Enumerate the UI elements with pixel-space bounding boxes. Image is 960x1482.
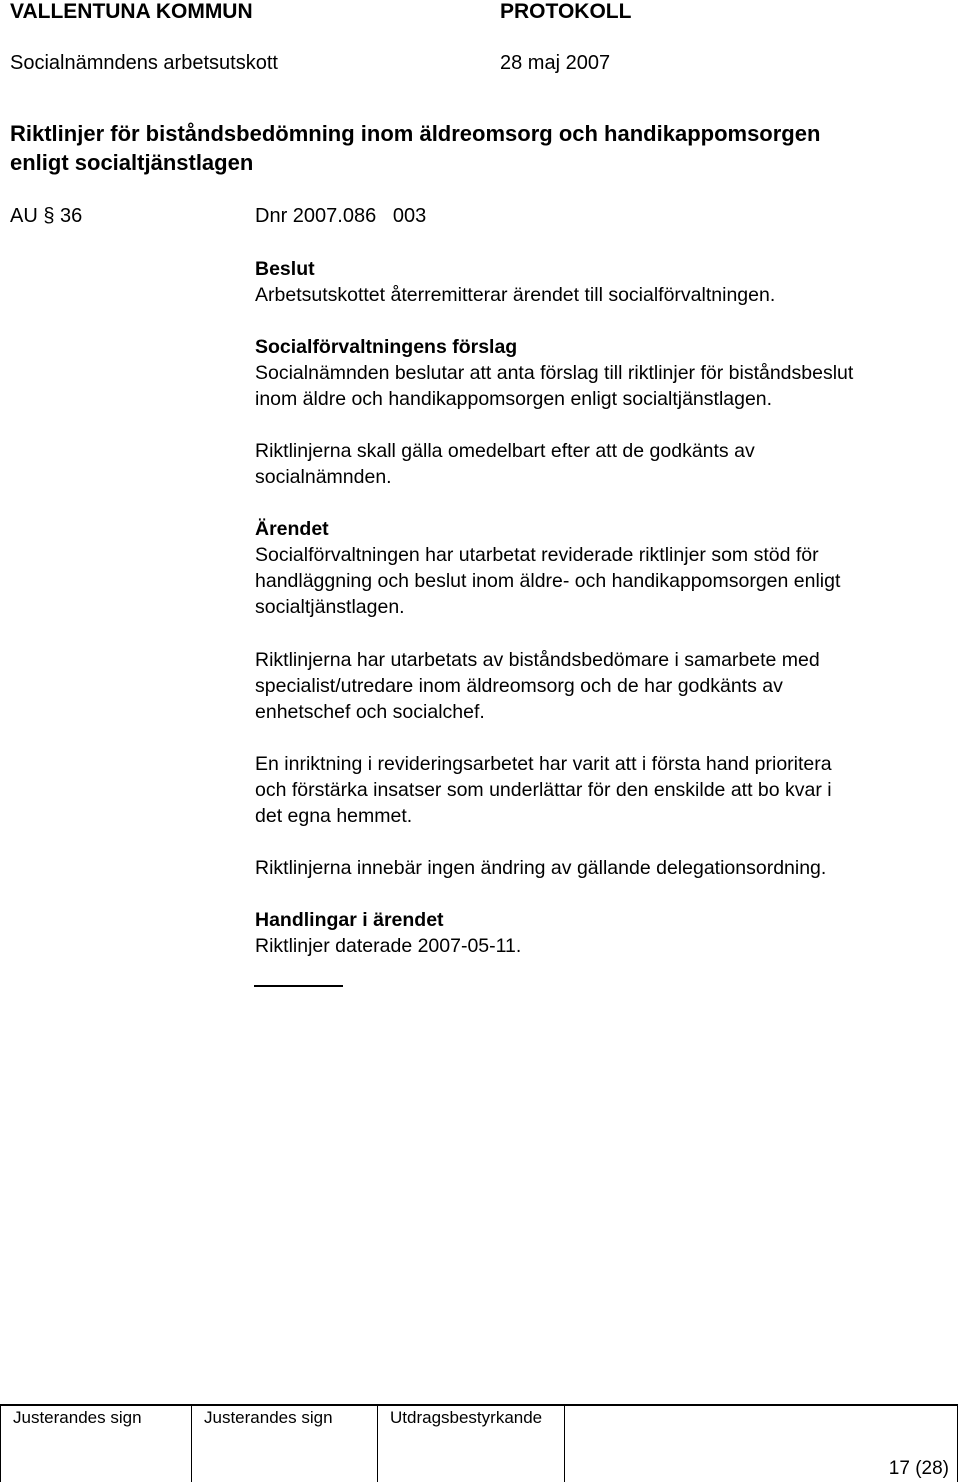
page-number-box [564,1406,958,1482]
arendet-p2-line: enhetschef och socialchef. [255,701,485,723]
beslut-section [255,256,945,308]
forslag-p1-line: Socialnämnden beslutar att anta förslag till riktlinjer för biståndsbeslut [255,362,854,384]
arendet-p3-line: det egna hemmet. [255,805,413,827]
beslut-text: Arbetsutskottet återremitterar ärendet till socialförvaltningen. [255,284,776,306]
handlingar-heading: Handlingar i ärendet [255,909,444,931]
arendet-p3-line: En inriktning i revideringsarbetet har varit att i första hand prioritera [255,753,832,775]
paragraph-sign: § [43,205,55,227]
committee-name: Socialnämndens arbetsutskott [10,52,278,74]
signature-box [0,1406,191,1482]
arendet-p4-line: Riktlinjerna innebär ingen ändring av gällande delegationsordning. [255,857,827,879]
arendet-p2-line: specialist/utredare inom äldreomsorg och de har godkänts av [255,675,783,697]
signature-footer [0,1404,958,1482]
case-reference [10,203,82,229]
signature-box [377,1406,564,1482]
signature-label: Justerandes sign [204,1408,333,1427]
handlingar-text: Riktlinjer daterade 2007-05-11. [255,935,522,957]
forslag-section [255,334,945,412]
document-title-line-1: Riktlinjer för biståndsbedömning inom äldreomsorg och handikappomsorgen [10,121,821,146]
meeting-date: 28 maj 2007 [500,52,611,74]
page-number: 17 (28) [888,1458,949,1479]
arendet-heading: Ärendet [255,518,329,540]
arendet-p1-line: socialtjänstlagen. [255,596,405,618]
section-label: AU [10,205,38,227]
diary-number: Dnr 2007.086 003 [255,205,427,227]
section-number: 36 [60,205,83,227]
signature-box [191,1406,377,1482]
arendet-p1-line: Socialförvaltningen har utarbetat reviderade riktlinjer som stöd för [255,544,819,566]
arendet-paragraph-4 [255,855,945,881]
arendet-paragraph-2 [255,647,945,725]
forslag-p1-line: inom äldre och handikappomsorgen enligt socialtjänstlagen. [255,388,773,410]
signature-label: Utdragsbestyrkande [390,1408,543,1427]
forslag-heading: Socialförvaltningens förslag [255,336,518,358]
forslag-paragraph-2 [255,438,945,490]
end-rule [254,985,343,987]
forslag-p2-line: Riktlinjerna skall gälla omedelbart efter att de godkänts av [255,440,755,462]
document-type: PROTOKOLL [500,0,632,23]
arendet-p1-line: handläggning och beslut inom äldre- och handikappomsorgen enligt [255,570,841,592]
signature-label: Justerandes sign [13,1408,142,1427]
municipality-name: VALLENTUNA KOMMUN [10,0,253,23]
arendet-paragraph-3 [255,751,945,829]
arendet-p2-line: Riktlinjerna har utarbetats av biståndsbedömare i samarbete med [255,649,820,671]
arendet-section [255,516,945,620]
handlingar-section [255,907,945,959]
forslag-p2-line: socialnämnden. [255,466,392,488]
beslut-heading: Beslut [255,258,315,280]
document-title-line-2: enligt socialtjänstlagen [10,150,254,175]
arendet-p3-line: och förstärka insatser som underlättar för den enskilde att bo kvar i [255,779,832,801]
